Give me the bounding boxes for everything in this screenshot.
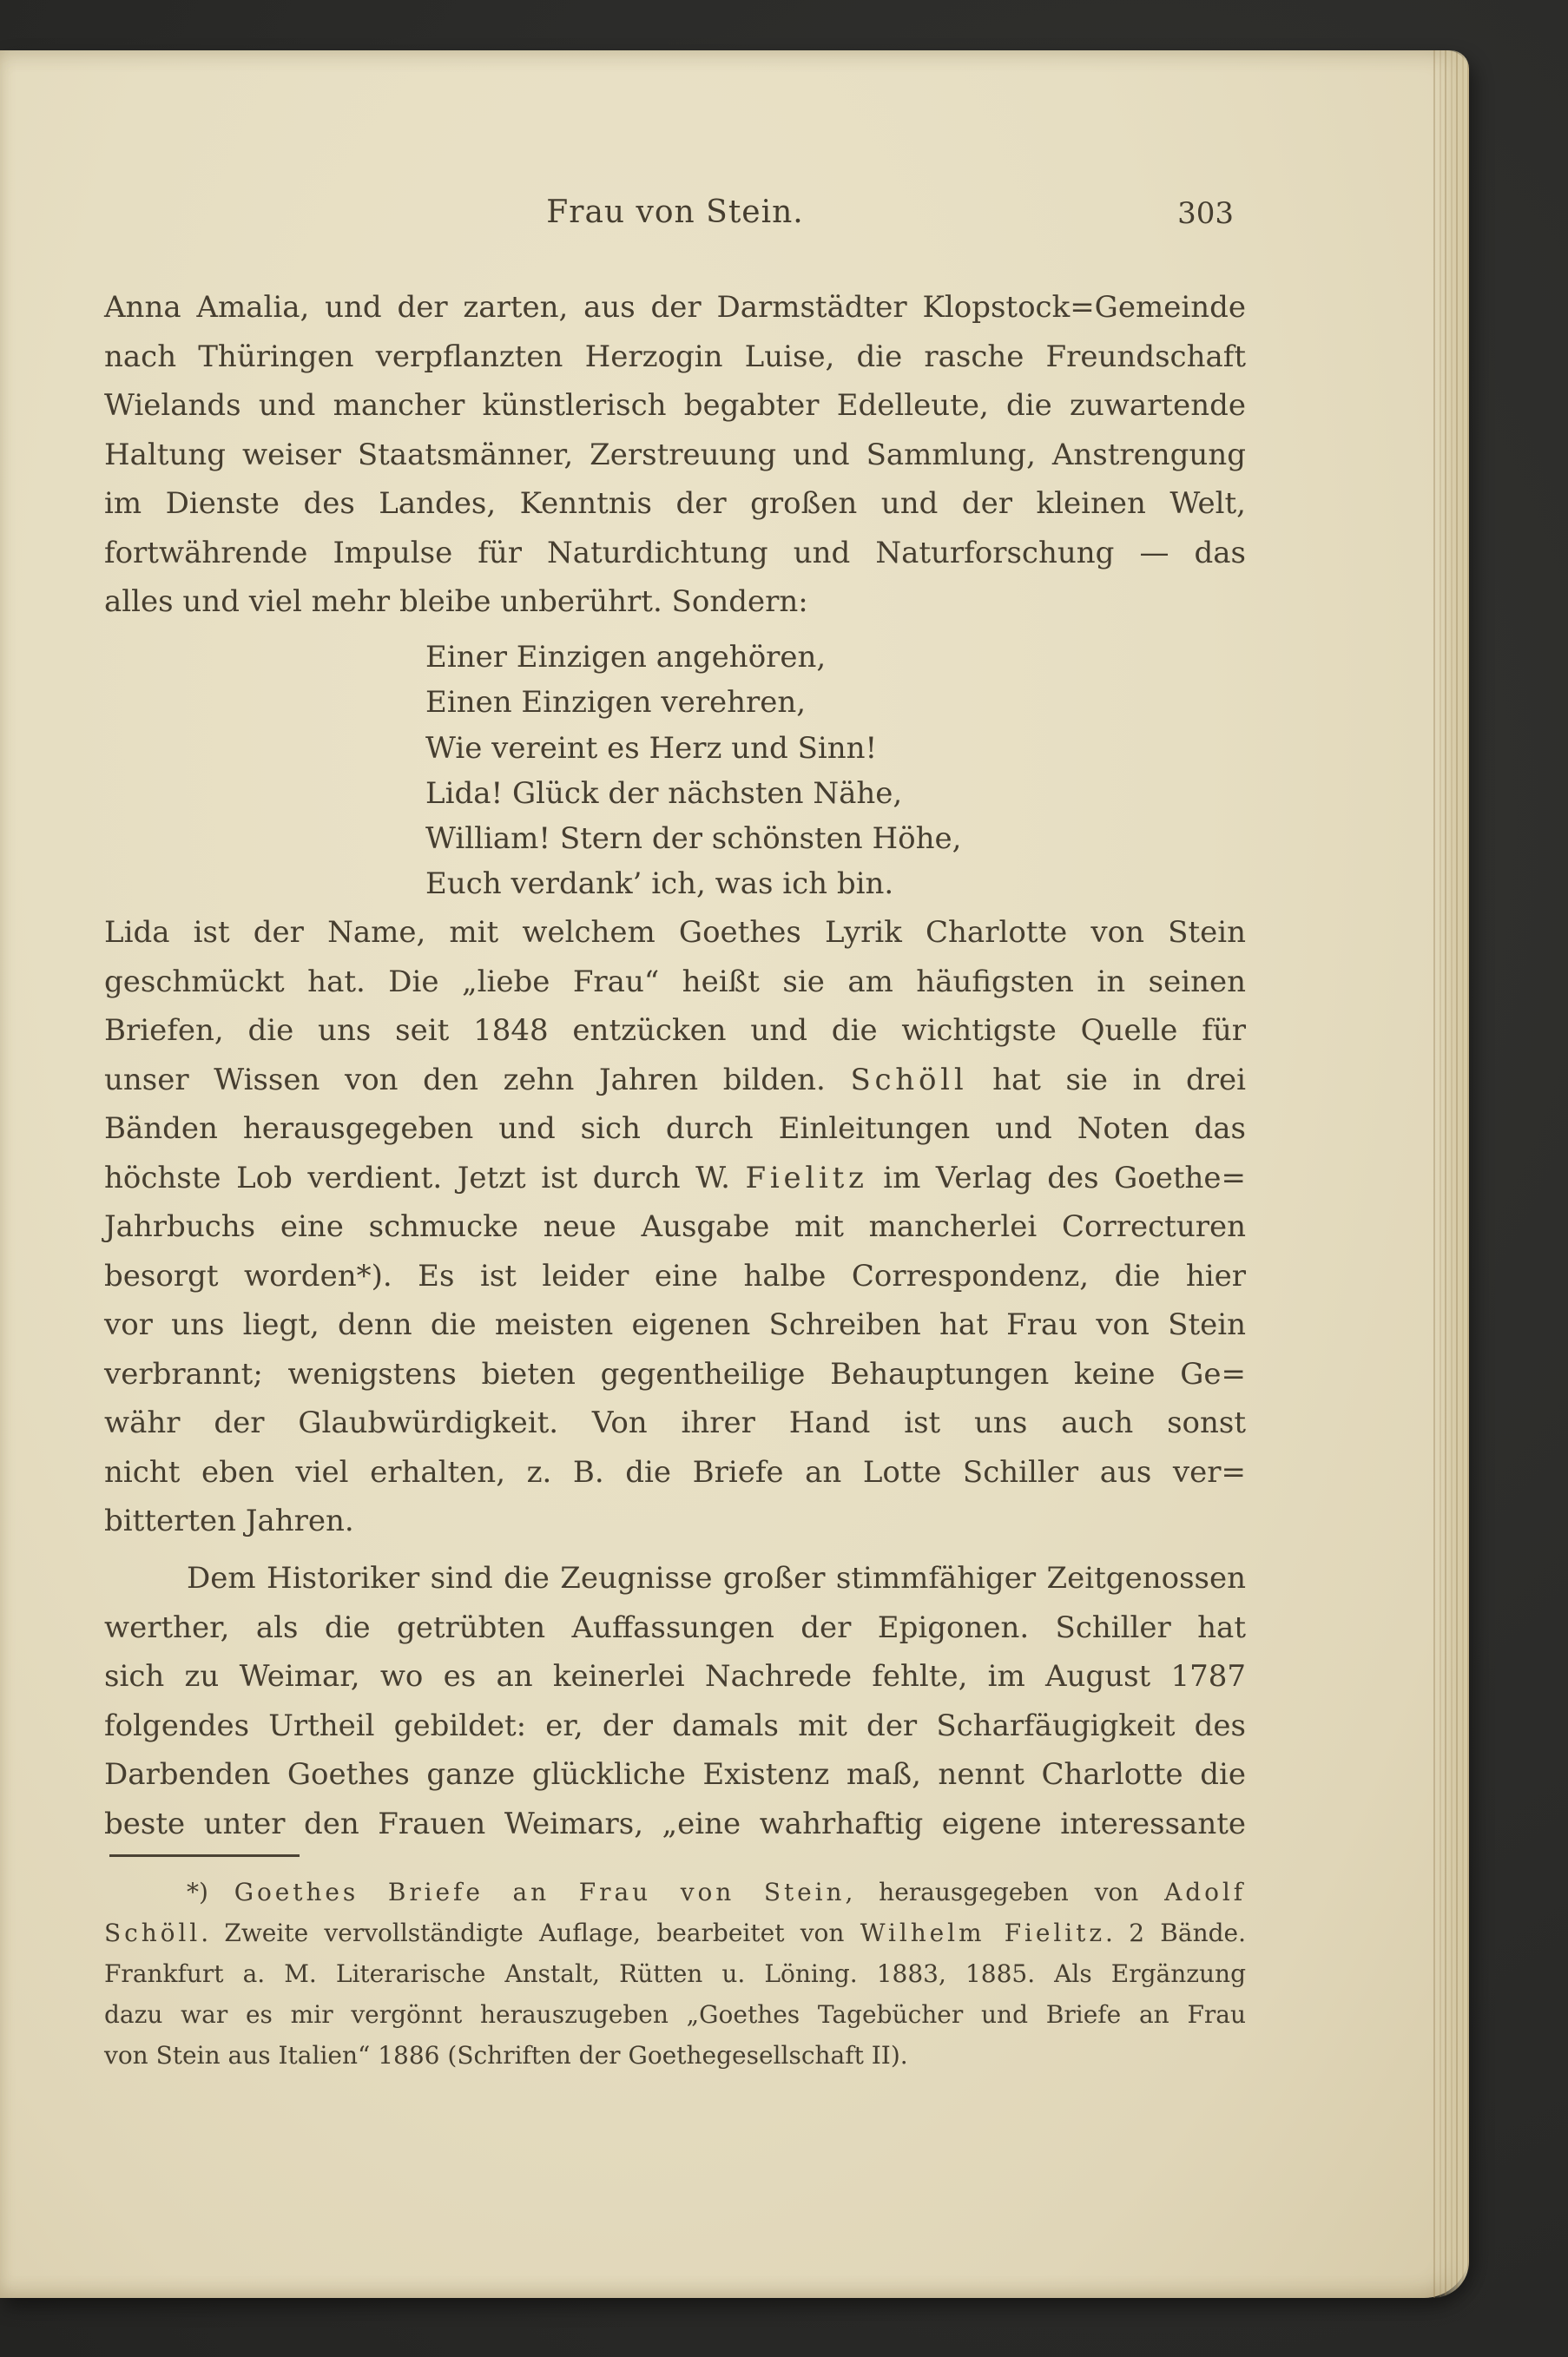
text-line: Frankfurt a. M. Literarische Anstalt, Rütten u. Löning. 1883, 1885. Als Ergänzung: [104, 1959, 1246, 1988]
text-segment: hat sie in drei: [967, 1062, 1246, 1097]
letterspaced-text: Goethes Briefe an Frau von Stein: [234, 1878, 846, 1906]
text-line: Einer Einzigen angehören,: [425, 640, 827, 675]
footnote-separator: [109, 1854, 300, 1857]
text-line: werther, als die getrübten Auffassungen der Epigonen. Schiller hat: [104, 1610, 1246, 1645]
text-line: Wie vereint es Herz und Sinn!: [425, 730, 878, 766]
text-line: besorgt worden*). Es ist leider eine halbe Correspondenz, die hier: [104, 1258, 1246, 1294]
text-line: Darbenden Goethes ganze glückliche Existenz maß, nennt Charlotte die: [104, 1757, 1246, 1792]
text-line: William! Stern der schönsten Höhe,: [425, 821, 962, 857]
text-line: nicht eben viel erhalten, z. B. die Briefe an Lotte Schiller aus ver=: [104, 1454, 1246, 1490]
text-line: Wielands und mancher künstlerisch begabter Edelleute, die zuwartende: [104, 388, 1246, 423]
text-line: bitterten Jahren.: [104, 1504, 354, 1538]
poem: [425, 635, 961, 907]
text-line: Lida! Glück der nächsten Nähe,: [425, 775, 903, 811]
text-line: Euch verdank’ ich, was ich bin.: [425, 866, 894, 902]
text-line: Einen Einzigen verehren,: [425, 685, 807, 721]
text-line: Dem Historiker sind die Zeugnisse großer stimmfähiger Zeitgenossen: [187, 1561, 1246, 1596]
letterspaced-text: Wilhelm Fielitz: [860, 1919, 1106, 1947]
text-segment: höchste Lob verdient. Jetzt ist durch W.: [104, 1160, 746, 1195]
text-line: Haltung weiser Staatsmänner, Zerstreuung und Sammlung, Anstrengung: [104, 437, 1246, 472]
text-line: [104, 1872, 1246, 1913]
text-line: nach Thüringen verpflanzten Herzogin Luise, die rasche Freundschaft: [104, 339, 1246, 374]
text-line: vor uns liegt, denn die meisten eigenen Schreiben hat Frau von Stein: [104, 1307, 1246, 1342]
page-fore-edge: [1433, 50, 1469, 2298]
text-segment: unser Wissen von den zehn Jahren bilden.: [104, 1062, 851, 1097]
text-line: Anna Amalia, und der zarten, aus der Darmstädter Klopstock=Gemeinde: [104, 290, 1246, 325]
text-segment: . 2 Bände.: [1105, 1919, 1247, 1947]
letterspaced-text: Schöll: [850, 1062, 968, 1097]
book-page: [0, 50, 1469, 2298]
text-line: [104, 1913, 1246, 1953]
text-segment: . Zweite vervollständigte Auflage, bearbeitet von: [201, 1919, 860, 1947]
text-line: dazu war es mir vergönnt herauszugeben „Goethes Tagebücher und Briefe an Frau: [104, 2000, 1246, 2029]
text-segment: *): [187, 1878, 234, 1906]
footnote: [104, 1872, 1246, 2076]
page-number: 303: [1177, 196, 1234, 231]
text-column: [104, 50, 1246, 2298]
text-line: Jahrbuchs eine schmucke neue Ausgabe mit mancherlei Correcturen: [104, 1209, 1246, 1244]
text-line: im Dienste des Landes, Kenntnis der großen und der kleinen Welt,: [104, 486, 1246, 521]
text-segment: , herausgegeben von: [845, 1878, 1165, 1906]
page-header-title: Frau von Stein.: [546, 194, 804, 230]
text-line: von Stein aus Italien“ 1886 (Schriften der Goethegesellschaft II).: [104, 2041, 908, 2070]
paragraph-3: [104, 1554, 1246, 1848]
text-line: beste unter den Frauen Weimars, „eine wahrhaftig eigene interessante: [104, 1806, 1246, 1841]
text-line: folgendes Urtheil gebildet: er, der damals mit der Scharfäugigkeit des: [104, 1708, 1246, 1743]
text-line: sich zu Weimar, wo es an keinerlei Nachrede fehlte, im August 1787: [104, 1659, 1246, 1694]
letterspaced-text: Adolf: [1164, 1878, 1246, 1906]
text-line: Briefen, die uns seit 1848 entzücken und die wichtigste Quelle für: [104, 1013, 1246, 1048]
text-line: geschmückt hat. Die „liebe Frau“ heißt sie am häufigsten in seinen: [104, 964, 1246, 999]
text-line: Bänden herausgegeben und sich durch Einleitungen und Noten das: [104, 1111, 1246, 1146]
letterspaced-text: Schöll: [104, 1919, 201, 1947]
paragraph-1: [104, 283, 1246, 627]
text-line: währ der Glaubwürdigkeit. Von ihrer Hand ist uns auch sonst: [104, 1406, 1246, 1440]
text-line: [104, 1154, 1246, 1203]
text-segment: im Verlag des Goethe=: [867, 1160, 1246, 1195]
text-line: fortwährende Impulse für Naturdichtung und Naturforschung — das: [104, 535, 1246, 570]
letterspaced-text: Fielitz: [745, 1160, 868, 1195]
paragraph-2: [104, 908, 1246, 1546]
text-line: alles und viel mehr bleibe unberührt. Sondern:: [104, 584, 808, 619]
text-line: [104, 1056, 1246, 1105]
text-line: Lida ist der Name, mit welchem Goethes Lyrik Charlotte von Stein: [104, 915, 1246, 950]
text-line: verbrannt; wenigstens bieten gegentheilige Behauptungen keine Ge=: [104, 1356, 1246, 1392]
